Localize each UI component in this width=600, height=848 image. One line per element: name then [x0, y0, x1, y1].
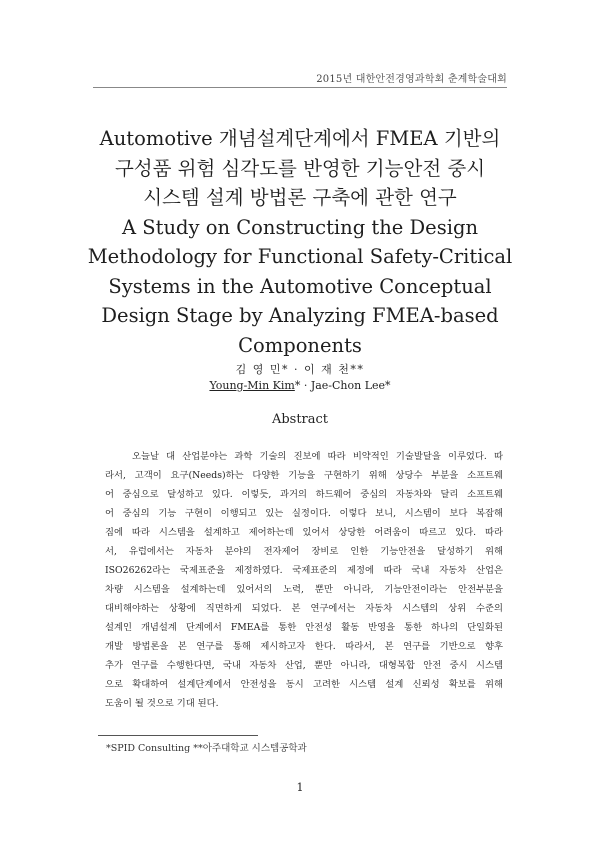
title-line: Design Stage by Analyzing FMEA-based — [101, 304, 499, 327]
title-line: 시스템 설계 방법론 구축에 관한 연구 — [143, 186, 457, 209]
abstract-line: 설계인 개념설계 단계에서 FMEA를 통한 안전성 활동 반영을 통한 하나의 단일화된 — [105, 622, 503, 633]
title-line: Systems in the Automotive Conceptual — [108, 274, 492, 298]
header-rule — [93, 87, 507, 88]
abstract-line: 대비해야하는 상황에 직면하게 되었다. 본 연구에서는 자동차 시스템의 상위 수준의 — [105, 603, 503, 614]
title-line: Methodology for Functional Safety-Critical — [87, 245, 513, 268]
abstract-line: 오늘날 대 산업분야는 과학 기술의 진보에 따라 비약적인 기술발달을 이루었다. 따 — [105, 451, 503, 462]
title-line: Components — [238, 333, 362, 357]
paper-title — [70, 124, 530, 360]
title-line: Automotive 개념설계단계에서 FMEA 기반의 — [99, 127, 501, 150]
abstract-line: ISO26262라는 국제표준을 제정하였다. 국제표준의 제정에 따라 국내 자동차 산업은 — [105, 565, 503, 576]
authors-english — [0, 379, 600, 392]
abstract-heading: Abstract — [271, 412, 329, 427]
page-number: 1 — [296, 781, 304, 794]
abstract-line: 짐에 따라 시스템을 설계하고 제어하는데 있어서 상당한 어려움이 따르고 있다. 따라 — [105, 527, 503, 538]
abstract-line: 어 중심으로 달성하고 있다. 이렇듯, 과거의 하드웨어 중심의 자동차와 달리 소프트웨 — [105, 489, 503, 500]
other-authors-english: * · Jae-Chon Lee* — [294, 379, 391, 392]
authors-korean: 김 영 민* · 이 재 천** — [235, 363, 365, 376]
abstract-line: 서, 유럽에서는 자동차 분야의 전자제어 장비로 인한 기능안전을 달성하기 위해 — [105, 546, 503, 557]
abstract-line: 으로 확대하여 설계단계에서 안전성을 동시 고려한 시스템 설계 신뢰성 확보를 위해 — [105, 679, 503, 690]
title-line: 구성품 위험 심각도를 반영한 기능안전 중시 — [114, 156, 486, 180]
abstract-line: 도움이 될 것으로 기대 된다. — [105, 698, 219, 709]
first-author-english: Young-Min Kim — [209, 379, 295, 392]
abstract-line: 라서, 고객이 요구(Needs)하는 다양한 기능을 구현하기 위해 상당수 부분을 소프트웨 — [105, 470, 503, 481]
affiliation-footnote: *SPID Consulting **아주대학교 시스템공학과 — [106, 743, 307, 754]
abstract-body — [105, 447, 503, 713]
abstract-line: 차량 시스템을 설계하는데 있어서의 노력, 뿐만 아니라, 기능안전이라는 안전부분을 — [105, 584, 503, 595]
conference-header: 2015년 대한안전경영과학회 춘계학술대회 — [316, 74, 507, 85]
title-line: A Study on Constructing the Design — [122, 215, 478, 239]
abstract-line: 개발 방법론을 본 연구를 통해 제시하고자 한다. 따라서, 본 연구를 기반으로 향후 — [105, 641, 503, 652]
footnote-rule — [98, 735, 258, 736]
abstract-line: 어 중심의 기능 구현이 이행되고 있는 실정이다. 이렇다 보니, 시스템이 보다 복잡해 — [105, 508, 503, 519]
abstract-line: 추가 연구를 수행한다면, 국내 자동차 산업, 뿐만 아니라, 대형복합 안전 중시 시스템 — [105, 660, 503, 671]
